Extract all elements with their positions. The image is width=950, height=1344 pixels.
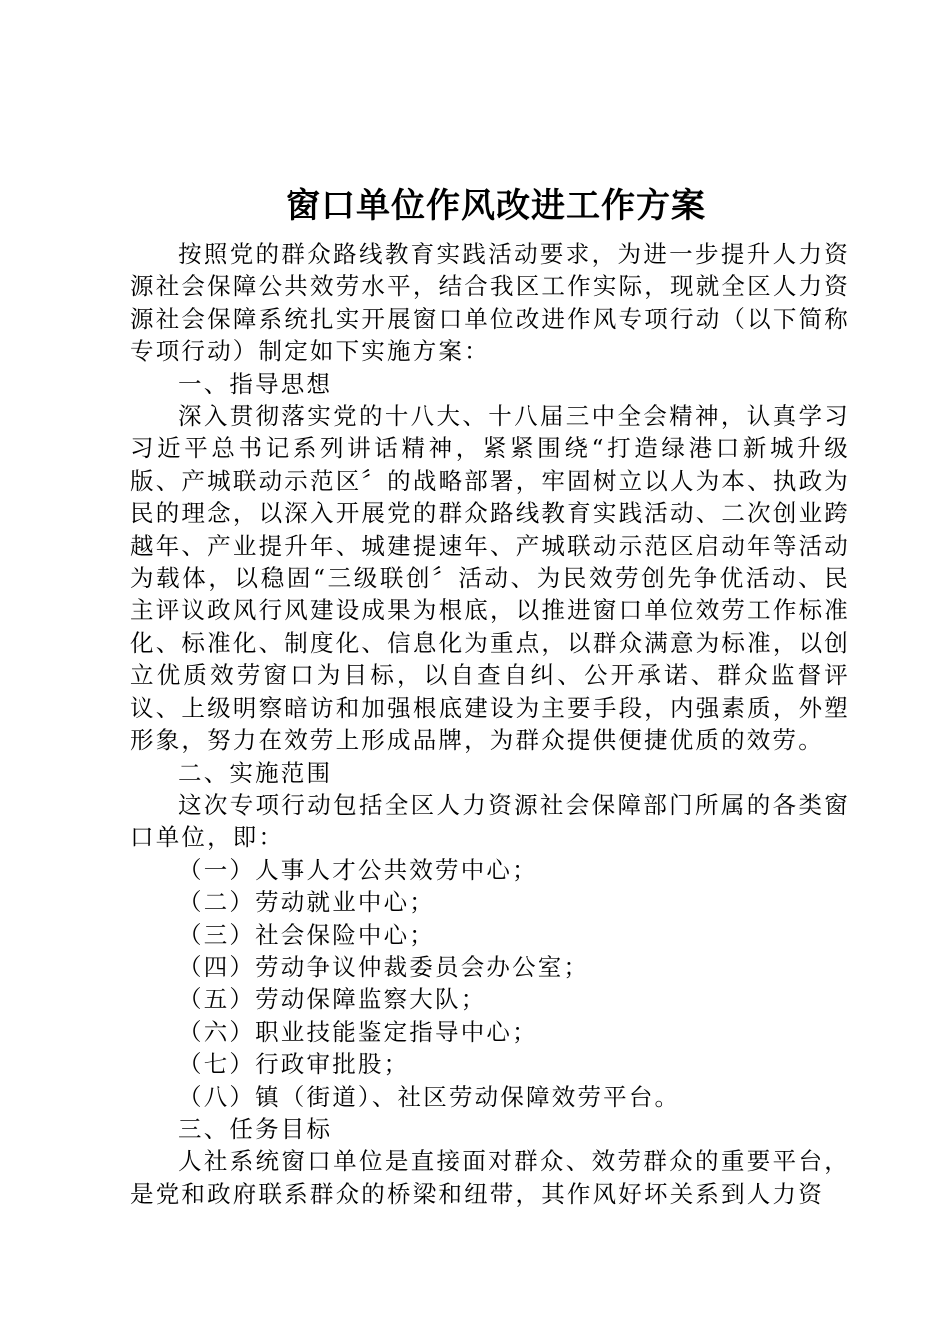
section-2-heading: 二、实施范围 bbox=[178, 758, 333, 787]
list-item: （四）劳动争议仲裁委员会办公室； bbox=[178, 952, 590, 981]
document-title: 窗口单位作风改进工作方案 bbox=[286, 186, 706, 226]
list-item: （六）职业技能鉴定指导中心； bbox=[178, 1017, 538, 1046]
list-item: （八）镇（街道）、社区劳动保障效劳平台。 bbox=[178, 1082, 681, 1111]
section-3-heading: 三、任务目标 bbox=[178, 1114, 333, 1143]
section-1-heading: 一、指导思想 bbox=[178, 369, 333, 398]
list-item: （二）劳动就业中心； bbox=[178, 888, 435, 917]
list-item: （三）社会保险中心； bbox=[178, 920, 435, 949]
section-3-body: 人社系统窗口单位是直接面对群众、效劳群众的重要平台，是党和政府联系群众的桥梁和纽带，其作风好坏关系到人力资 bbox=[130, 1147, 850, 1208]
section-2-body: 这次专项行动包括全区人力资源社会保障部门所属的各类窗口单位，即： bbox=[130, 790, 850, 852]
list-item: （七）行政审批股； bbox=[178, 1050, 410, 1079]
list-item: （一）人事人才公共效劳中心； bbox=[178, 855, 538, 884]
list-item: （五）劳动保障监察大队； bbox=[178, 985, 487, 1014]
intro-paragraph: 按照党的群众路线教育实践活动要求，为进一步提升人力资源社会保障公共效劳水平，结合我区工作实际，现就全区人力资源社会保障系统扎实开展窗口单位改进作风专项行动（以下简称专项行动）制定如下实施方案： bbox=[130, 240, 850, 366]
section-1-body: 深入贯彻落实党的十八大、十八届三中全会精神，认真学习习近平总书记系列讲话精神，紧紧围绕“打造绿港口新城升级版、产城联动示范区〞的战略部署，牢固树立以人为本、执政为民的理念，以深入开展党的群众路线教育实践活动、二次创业跨越年、产业提升年、城建提速年、产城联动示范区启动年等活动为载体，以稳固“三级联创〞活动、为民效劳创先争优活动、民主评议政风行风建设成果为根底，以推进窗口单位效劳工作标准化、标准化、制度化、信息化为重点，以群众满意为标准，以创立优质效劳窗口为目标，以自查自纠、公开承诺、群众监督评议、上级明察暗访和加强根底建设为主要手段，内强素质，外塑形象，努力在效劳上形成品牌，为群众提供便捷优质的效劳。 bbox=[130, 402, 850, 755]
document-page bbox=[130, 178, 850, 1210]
